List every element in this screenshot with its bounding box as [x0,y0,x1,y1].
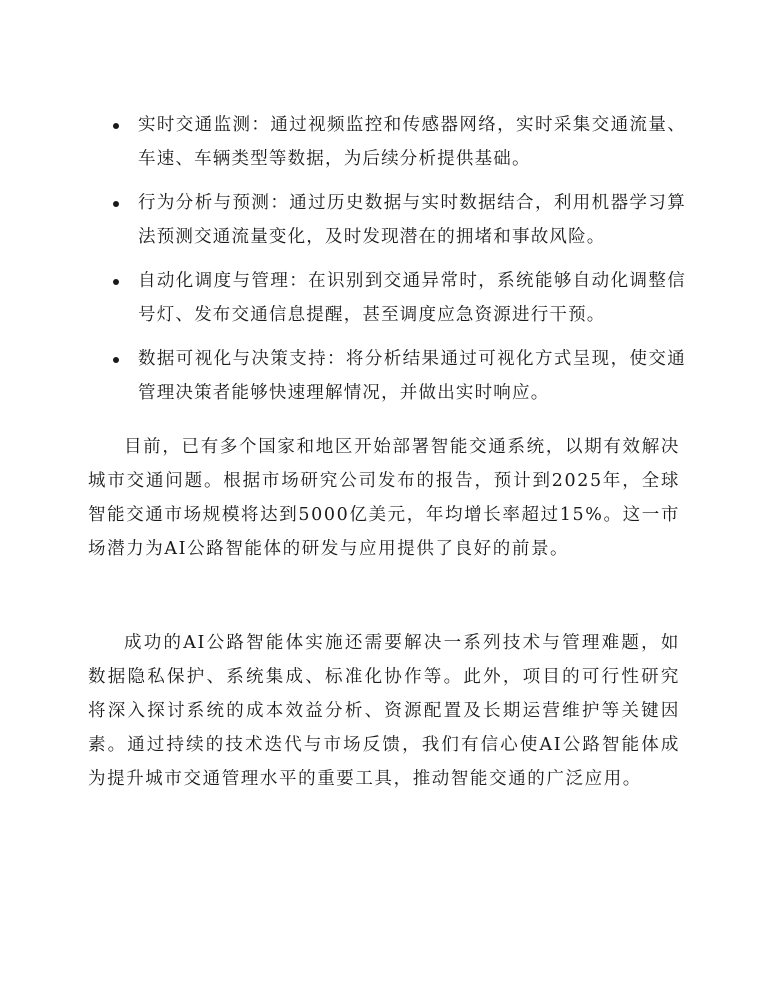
paragraph-implementation-challenges: 成功的AI公路智能体实施还需要解决一系列技术与管理难题，如数据隐私保护、系统集成、标准化协作等。此外，项目的可行性研究将深入探讨系统的成本效益分析、资源配置及长期运营维护等关键因素。通过持续的技术迭代与市场反馈，我们有信心使AI公路智能体成为提升城市交通管理水平的重要工具，推动智能交通的广泛应用。 [88,633,680,789]
bullet-dot-icon [113,123,119,129]
bullet-text: 自动化调度与管理：在识别到交通异常时，系统能够自动化调整信号灯、发布交通信息提醒，甚至调度应急资源进行干预。 [138,271,686,325]
bullet-text: 数据可视化与决策支持：将分析结果通过可视化方式呈现，使交通管理决策者能够快速理解情况，并做出实时响应。 [138,349,686,403]
bullet-text: 行为分析与预测：通过历史数据与实时数据结合，利用机器学习算法预测交通流量变化，及时发现潜在的拥堵和事故风险。 [138,193,686,247]
bullet-item-automated-dispatch [96,264,686,332]
paragraph-market-outlook: 目前，已有多个国家和地区开始部署智能交通系统，以期有效解决城市交通问题。根据市场研究公司发布的报告，预计到2025年，全球智能交通市场规模将达到5000亿美元，年均增长率超过15%。这一市场潜力为AI公路智能体的研发与应用提供了良好的前景。 [88,437,680,559]
bullet-text: 实时交通监测：通过视频监控和传感器网络，实时采集交通流量、车速、车辆类型等数据，为后续分析提供基础。 [138,115,686,169]
bullet-dot-icon [113,201,119,207]
bullet-item-behavior-prediction [96,186,686,254]
feature-bullet-list [96,108,686,420]
bullet-dot-icon [113,357,119,363]
bullet-dot-icon [113,279,119,285]
bullet-item-traffic-monitoring [96,108,686,176]
bullet-item-data-visualization [96,342,686,410]
